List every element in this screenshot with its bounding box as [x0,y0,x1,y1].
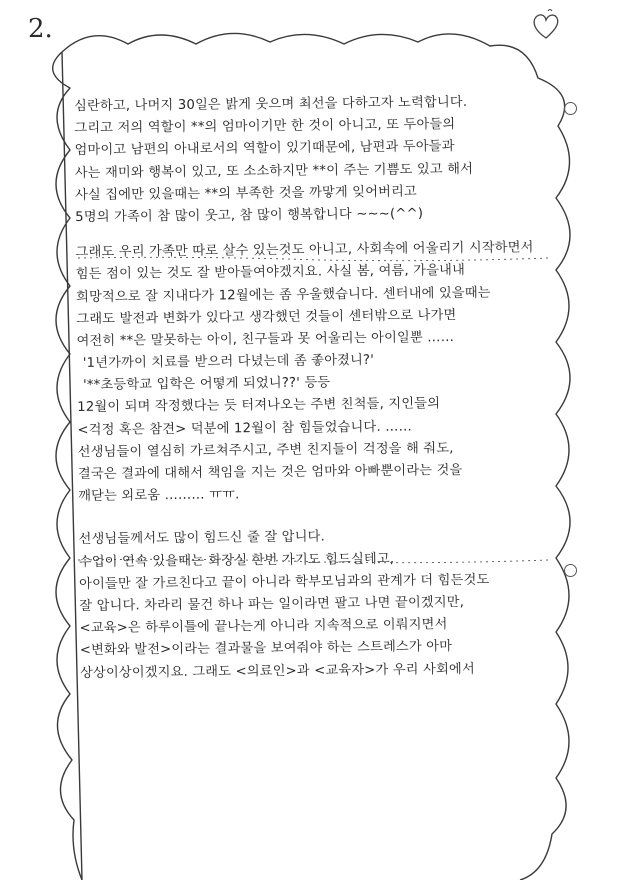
text-line: 힘든 점이 있는 것도 잘 받아들여야겠지요. 사실 봄, 여름, 가을내내 [75,263,466,283]
text-line: 깨닫는 외로움 ……… ㅠㅠ. [78,487,240,505]
text-line: 사는 재미와 행복이 있고, 또 소소하지만 **이 주는 기쁨도 있고 해서 [74,161,474,181]
page-number: 2. [28,14,53,44]
letter-body [74,91,580,685]
text-line: <걱정 혹은 참견> 덕분에 12월이 참 힘들었습니다. …… [77,419,413,438]
paragraph-3 [79,524,581,685]
text-line: 그리고 저의 역할이 **의 엄마이기만 한 것이 아니고, 또 두아들의 [74,117,456,137]
text-line: 엄마이고 남편의 아내로서의 역할이 있기때문에, 남편과 두아들과 [74,139,455,159]
text-line: 수업이 연속 있을때는 화장실 한번 가기도 힘드실테고, [78,551,395,570]
text-line: 12월이 되며 작정했다는 듯 터져나오는 주변 친척들, 지인들의 [77,396,441,416]
text-line: 여전히 **은 말못하는 아이, 친구들과 못 어울리는 아이일뿐 …… [76,329,455,349]
text-line: 희망적으로 잘 지내다가 12월에는 좀 우울했습니다. 센터내에 있을때는 [76,285,491,305]
text-line: 심란하고, 나머지 30일은 밝게 웃으며 최선을 다하고자 노력합니다. [74,94,468,114]
text-line: '**초등학교 입학은 어떻게 되었니??' 등등 [82,375,331,394]
text-line: <변화와 발전>이라는 결과물을 보여줘야 하는 스트레스가 아마 [79,639,453,659]
text-line: 5명의 가족이 참 많이 웃고, 참 많이 행복합니다 ~~~(^^) [75,206,424,225]
text-line: 결국은 결과에 대해서 책임을 지는 것은 엄마와 아빠뿐이라는 것을 [77,462,463,482]
heart-doodle-icon [528,8,564,44]
text-line: 선생님들께서도 많이 힘드신 줄 잘 압니다. [78,529,326,548]
text-line: <교육>은 하루이틀에 끝나는게 아니라 지속적으로 이뤄지면서 [79,617,448,637]
paragraph-2 [76,237,579,508]
text-line: 사실 집에만 있을때는 **의 부족한 것을 까맣게 잊어버리고 [74,184,418,203]
text-line: 아이들만 잘 가르친다고 끝이 아니라 학부모님과의 관계가 더 힘든것도 [79,572,490,592]
paragraph-1 [74,91,575,229]
text-line: '1년가까이 치료를 받으러 다녔는데 좀 좋아졌니?' [82,352,375,371]
text-line: 그래도 발전과 변화가 있다고 생각했던 것들이 센터밖으로 나가면 [76,307,457,327]
text-line: 상상이상이겠지요. 그래도 <의료인>과 <교육자>가 우리 사회에서 [79,661,475,681]
text-line: 선생님들이 열심히 가르쳐주시고, 주변 친지들이 걱정을 해 줘도, [77,440,454,460]
text-line: 잘 압니다. 차라리 물건 하나 파는 일이라면 팔고 나면 끝이겠지만, [79,594,465,614]
text-line: 그래도 우리 가족만 따로 살수 있는것도 아니고, 사회속에 어울리기 시작하면서 [75,240,534,261]
